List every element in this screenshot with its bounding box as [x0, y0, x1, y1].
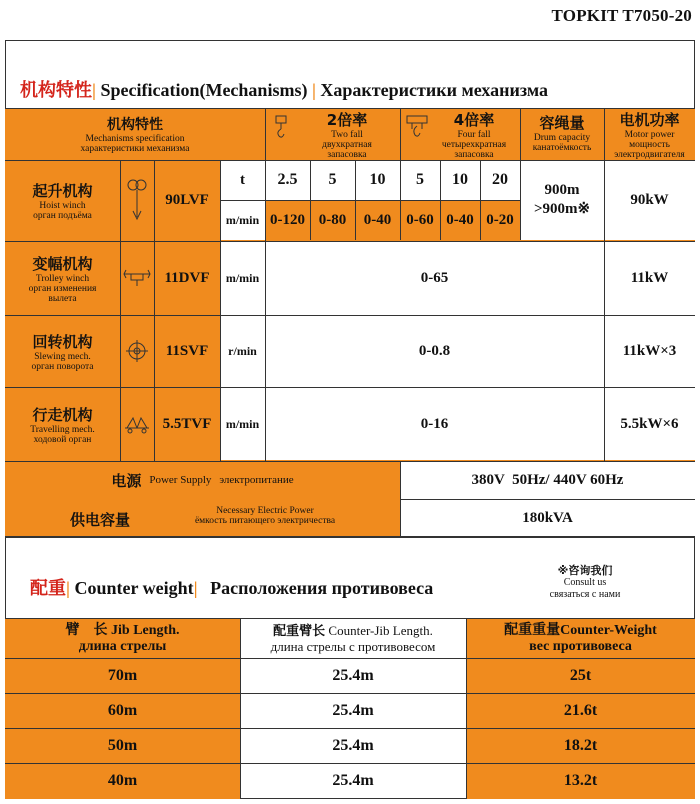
cw-row-jib: 40m	[107, 772, 138, 789]
trolley-icon	[120, 242, 154, 314]
two-fall-cn: 2倍率	[326, 110, 368, 129]
travel-unit: m/min	[225, 416, 260, 431]
two-fall-ru2: запасовка	[327, 149, 367, 160]
cw-header-cjib	[240, 618, 466, 658]
hoist-drum	[520, 160, 604, 240]
capacity-label	[5, 500, 400, 536]
power-supply-ru: электропитание	[219, 474, 294, 486]
cw-heading-cn: 配重	[30, 578, 66, 599]
cw-row-weight: 25t	[569, 666, 592, 684]
spec-heading-cn: 机构特性	[20, 80, 92, 101]
four-fall-ru1: четырехкратная	[441, 139, 507, 150]
spec-heading-en: Specification(Mechanisms)	[100, 80, 308, 100]
cjib-en: Counter-Jib Length.	[328, 622, 433, 638]
hoist-load-cell: 5	[328, 171, 337, 188]
hoist-cn: 起升机构	[32, 181, 93, 200]
travel-icon	[120, 388, 154, 460]
header-four-fall	[428, 108, 520, 160]
four-fall-cn: 4倍率	[453, 110, 495, 129]
power-supply-value: 380V 50Hz/ 440V 60Hz	[471, 471, 624, 488]
header-mech-en: Mechanisms specification	[85, 134, 185, 144]
motor-cn: 电机功率	[619, 110, 680, 129]
slewing-model: 11SVF	[165, 342, 209, 359]
travel-cn: 行走机构	[32, 405, 93, 424]
double-hook-icon	[404, 114, 430, 140]
hook-icon	[272, 114, 290, 140]
trolley-unit: m/min	[225, 270, 260, 285]
consult-cn: ※咨询我们	[557, 564, 613, 577]
trolley-label	[5, 242, 120, 314]
weight-ru: вес противовеса	[529, 638, 632, 654]
hoist-speed-cell: 0-40	[446, 211, 474, 228]
jib-en: Jib Length.	[111, 622, 180, 638]
trolley-ru1: орган изменения	[28, 283, 97, 294]
slewing-cn: 回转机构	[32, 332, 93, 351]
trolley-power: 11kW	[630, 269, 669, 286]
cjib-ru: длина стрелы с противовесом	[270, 638, 436, 654]
hoist-speed-cell: 0-40	[363, 211, 392, 228]
jib-ru: длина стрелы	[78, 638, 167, 654]
cw-row-jib: 70m	[107, 666, 138, 684]
cw-row-weight: 21.6t	[563, 701, 598, 719]
spec-heading: 机构特性| Specification(Mechanisms) | Характеристики механизма	[20, 80, 548, 101]
cw-row-cjib: 25.4m	[332, 772, 374, 789]
motor-en: Motor power	[624, 129, 675, 140]
four-fall-ru2: запасовка	[454, 149, 494, 160]
weight-en: Counter-Weight	[560, 622, 657, 638]
jib-cn: 臂 长	[65, 621, 108, 638]
cw-heading: 配重| Counter weight| Расположения противовеса	[30, 578, 434, 599]
trolley-en: Trolley winch	[35, 273, 90, 284]
hoist-speed-cell: 0-120	[270, 211, 305, 228]
slewing-label	[5, 316, 120, 386]
two-fall-ru1: двухкратная	[322, 139, 372, 150]
cw-row-cjib: 25.4m	[332, 736, 374, 754]
cw-row-cjib: 25.4m	[332, 666, 374, 684]
hoist-speed-cell: 0-80	[318, 211, 347, 228]
power-supply-cn: 电源	[111, 471, 142, 490]
cw-row-jib: 60m	[107, 701, 138, 719]
slewing-ru: орган поворота	[31, 361, 94, 372]
capacity-en: Necessary Electric Power	[216, 506, 314, 516]
weight-cn: 配重重量	[504, 621, 561, 638]
hoist-ru: орган подъёма	[33, 210, 92, 221]
travel-speed: 0-16	[420, 415, 449, 432]
hoist-label	[5, 160, 120, 240]
cw-row-weight: 13.2t	[563, 772, 598, 789]
hoist-speed-cell: 0-20	[486, 211, 514, 228]
cw-row-cjib: 25.4m	[332, 701, 374, 719]
travel-model: 5.5TVF	[162, 415, 212, 432]
drum-en: Drum capacity	[533, 133, 591, 143]
trolley-ru2: вылета	[48, 293, 77, 304]
header-mech	[5, 108, 265, 160]
trolley-model: 11DVF	[164, 269, 210, 286]
hoist-unit-t: t	[240, 171, 245, 188]
hoist-speed-cell: 0-60	[406, 211, 434, 228]
cw-heading-en: Counter weight	[74, 578, 194, 598]
hoist-load-cell: 2.5	[277, 171, 298, 188]
capacity-ru: ёмкость питающего электричества	[194, 516, 336, 526]
hoist-drum-1: 900m	[544, 182, 580, 198]
drum-cn: 容绳量	[539, 114, 585, 132]
consult-ru: связаться с нами	[549, 589, 621, 600]
winch-icon	[120, 160, 154, 240]
travel-label	[5, 388, 120, 460]
trolley-cn: 变幅机构	[32, 254, 93, 273]
hoist-en: Hoist winch	[39, 200, 86, 211]
slewing-icon	[120, 316, 154, 386]
power-supply-en: Power Supply	[149, 474, 212, 486]
cjib-cn: 配重臂长	[273, 623, 326, 639]
hoist-load-cell: 10	[452, 171, 468, 188]
power-supply-label	[5, 462, 400, 498]
hoist-drum-2: >900m※	[533, 201, 591, 217]
two-fall-en: Two fall	[331, 129, 363, 140]
trolley-speed: 0-65	[420, 269, 449, 286]
cw-row-jib: 50m	[107, 736, 138, 754]
drum-ru: канатоёмкость	[532, 143, 592, 153]
motor-ru2: электродвигателя	[614, 149, 685, 160]
cw-heading-ru: Расположения противовеса	[210, 578, 434, 598]
hoist-power: 90kW	[630, 191, 669, 208]
travel-power: 5.5kW×6	[620, 415, 679, 432]
header-mech-ru: характеристики механизма	[80, 144, 190, 154]
slewing-speed: 0-0.8	[418, 342, 451, 359]
consult-en: Consult us	[563, 577, 607, 588]
four-fall-en: Four fall	[457, 129, 491, 140]
header-drum	[520, 108, 604, 160]
travel-en: Travelling mech.	[30, 424, 95, 435]
cw-header-jib	[5, 618, 240, 658]
travel-ru: ходовой орган	[33, 434, 92, 445]
spec-heading-ru: Характеристики механизма	[320, 80, 548, 100]
motor-ru1: мощность	[629, 139, 670, 150]
header-two-fall	[292, 108, 402, 160]
slewing-power: 11kW×3	[622, 342, 677, 359]
capacity-value: 180kVA	[522, 509, 573, 526]
model-title: TOPKIT T7050-20	[551, 6, 692, 25]
slewing-unit: r/min	[228, 343, 257, 358]
header-mech-cn: 机构特性	[107, 117, 163, 133]
hoist-unit-speed: m/min	[225, 212, 260, 227]
slewing-en: Slewing mech.	[34, 351, 91, 362]
cw-header-weight	[466, 618, 695, 658]
hoist-load-cell: 10	[369, 171, 386, 188]
hoist-model: 90LVF	[165, 191, 209, 208]
hoist-load-cell: 20	[492, 171, 508, 188]
hoist-load-cell: 5	[416, 171, 424, 188]
capacity-cn: 供电容量	[70, 511, 131, 529]
cw-row-weight: 18.2t	[563, 736, 598, 754]
consult-note	[540, 565, 630, 601]
header-motor	[604, 108, 695, 160]
